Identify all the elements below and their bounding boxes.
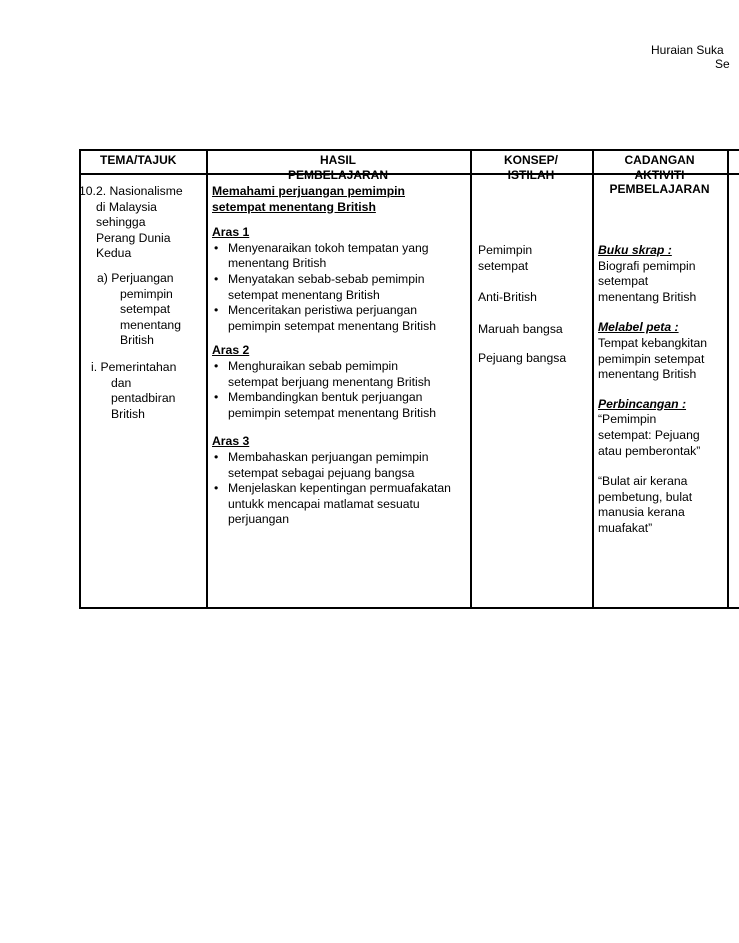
page-header (651, 43, 730, 71)
col-border-2 (470, 149, 472, 609)
list-item: • Menceritakan peristiwa perjuangan pemimpin setempat menentang British (212, 303, 468, 334)
list-item: • Menghuraikan sebab pemimpin setempat berjuang menentang British (212, 359, 468, 390)
col-border-1 (206, 149, 208, 609)
objective-line-1: Memahami perjuangan pemimpin (212, 184, 406, 198)
tema-sub-a: a) Perjuangan pemimpin setempat menentang British (97, 270, 181, 348)
konsep-anti-british: Anti-British (478, 290, 537, 305)
aras2-list (212, 359, 468, 421)
aras3-title: Aras 3 (212, 434, 250, 449)
tema-main: 10.2. Nasionalisme di Malaysia sehingga Perang Dunia Kedua (79, 184, 183, 261)
header-line-1: Huraian Suka (651, 43, 724, 57)
perbincangan-title: Perbincangan : (598, 396, 687, 411)
table-border-bottom (79, 607, 739, 609)
konsep-maruah: Maruah bangsa (478, 321, 563, 336)
hasil-cell (212, 184, 468, 528)
curriculum-table (79, 149, 739, 609)
aras1-title: Aras 1 (212, 225, 250, 240)
konsep-pejuang: Pejuang bangsa (478, 351, 567, 366)
list-item: • Menyenaraikan tokoh tempatan yang menentang British (212, 241, 468, 272)
aras3-list (212, 450, 468, 528)
list-item: • Menyatakan sebab-sebab pemimpin setempat menentang British (212, 272, 468, 303)
header-cadangan: CADANGAN AKTIVITI PEMBELAJARAN (609, 153, 710, 196)
header-tema: TEMA/TAJUK (100, 153, 177, 167)
list-item: • Membandingkan bentuk perjuangan pemimpin setempat menentang British (212, 390, 468, 421)
header-hasil: HASIL PEMBELAJARAN (287, 153, 388, 182)
header-konsep: KONSEP/ ISTILAH (503, 153, 558, 182)
header-line-2: Se (715, 57, 730, 71)
table-border-top (79, 149, 739, 151)
col-border-3 (592, 149, 594, 609)
peribahasa-quote: “Bulat air kerana pembetung, bulat manusia kerana muafakat” (598, 474, 693, 535)
tema-sub-i: i. Pemerintahan dan pentadbiran British (91, 359, 177, 421)
cadangan-cell: Buku skrap : Biografi pemimpin setempat menentang British Melabel peta : Tempat kebangkitan pemimpin setempat menentang British Perbincangan : “Pemimpin setempat: Pejuang atau pemberontak” “Bulat air kerana pembetung, bulat manusia kerana muafakat” (598, 243, 726, 537)
list-item: • Membahaskan perjuangan pemimpin setempat sebagai pejuang bangsa (212, 450, 468, 481)
aras2-title: Aras 2 (212, 343, 250, 358)
konsep-cell (478, 243, 590, 367)
objective-line-2: setempat menentang British (212, 199, 376, 214)
buku-skrap-title: Buku skrap : (598, 243, 672, 257)
col-border-right (727, 149, 729, 609)
tema-cell (79, 184, 206, 422)
list-item: • Menjelaskan kepentingan permuafakatan untukk mencapai matlamat sesuatu perjuangan (212, 481, 468, 528)
melabel-peta-title: Melabel peta : (598, 320, 679, 335)
konsep-pemimpin: Pemimpin setempat (478, 243, 533, 273)
aras1-list (212, 241, 468, 335)
